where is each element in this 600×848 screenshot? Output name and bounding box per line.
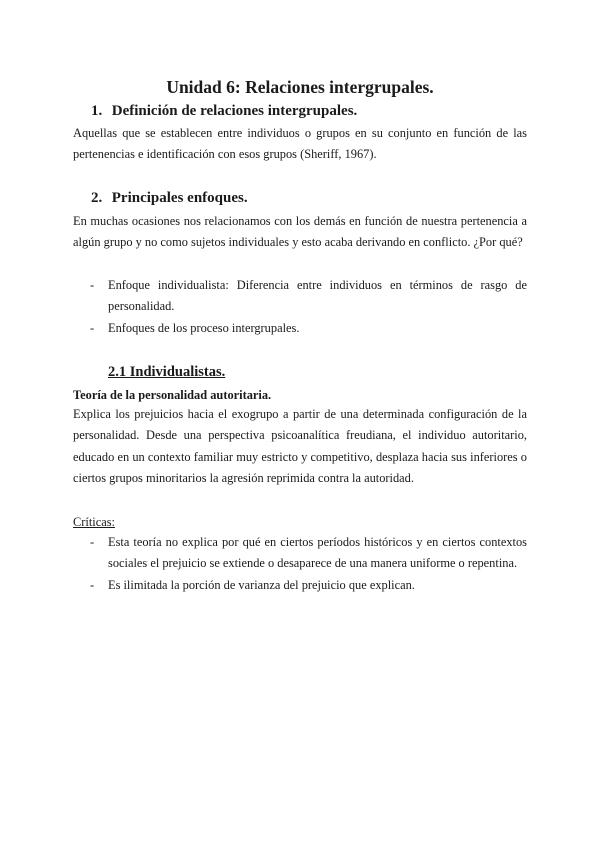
critiques-label: Críticas:: [73, 515, 115, 529]
section-2-heading-text: Principales enfoques.: [111, 190, 248, 206]
section-1-heading: [91, 101, 357, 121]
list-item: [73, 532, 527, 575]
list-item-text: Enfoque individualista: Diferencia entre individuos en términos de rasgo de personalidad.: [108, 278, 527, 314]
list-item-text: Esta teoría no explica por qué en ciertos períodos históricos y en ciertos contextos sociales el prejuicio se extiende o desaparece de una manera uniforme o repentina.: [108, 535, 527, 571]
list-item-text: Enfoques de los proceso intergrupales.: [108, 320, 300, 335]
list-item-text: Es ilimitada la porción de varianza del prejuicio que explican.: [108, 577, 415, 592]
bullet-marker: -: [90, 320, 95, 335]
subsection-2-1-heading: 2.1 Individualistas.: [108, 364, 226, 380]
section-2-heading: [91, 188, 248, 208]
bullet-marker: -: [90, 278, 95, 292]
theory-title: Teoría de la personalidad autoritaria.: [73, 388, 272, 402]
list-item: [73, 275, 527, 318]
document-title: Unidad 6: Relaciones intergrupales.: [166, 77, 434, 97]
section-2-bullet-list: [73, 275, 527, 339]
list-item: [73, 318, 527, 339]
section-2-number: 2.: [91, 190, 103, 206]
section-1-paragraph: Aquellas que se establecen entre individuos o grupos en su conjunto en función de las pertenencias e identificación con esos grupos (Sheriff, 1967).: [73, 126, 527, 162]
critiques-bullet-list: [73, 532, 527, 596]
bullet-marker: -: [90, 535, 95, 549]
theory-paragraph: Explica los prejuicios hacia el exogrupo a partir de una determinada configuración de la personalidad. Desde una perspectiva psicoanalítica freudiana, el individuo autoritario, educado en un contexto familiar muy estricto y competitivo, desplaza hacia sus inferiores o ciertos grupos minoritarios la agresión reprimida contra la autoridad.: [73, 407, 527, 485]
list-item: [73, 575, 527, 596]
section-1-number: 1.: [91, 103, 103, 119]
section-1-heading-text: Definición de relaciones intergrupales.: [111, 103, 358, 119]
bullet-marker: -: [90, 577, 95, 592]
section-2-paragraph: En muchas ocasiones nos relacionamos con los demás en función de nuestra pertenencia a algún grupo y no como sujetos individuales y esto acaba derivando en conflicto. ¿Por qué?: [73, 214, 527, 250]
